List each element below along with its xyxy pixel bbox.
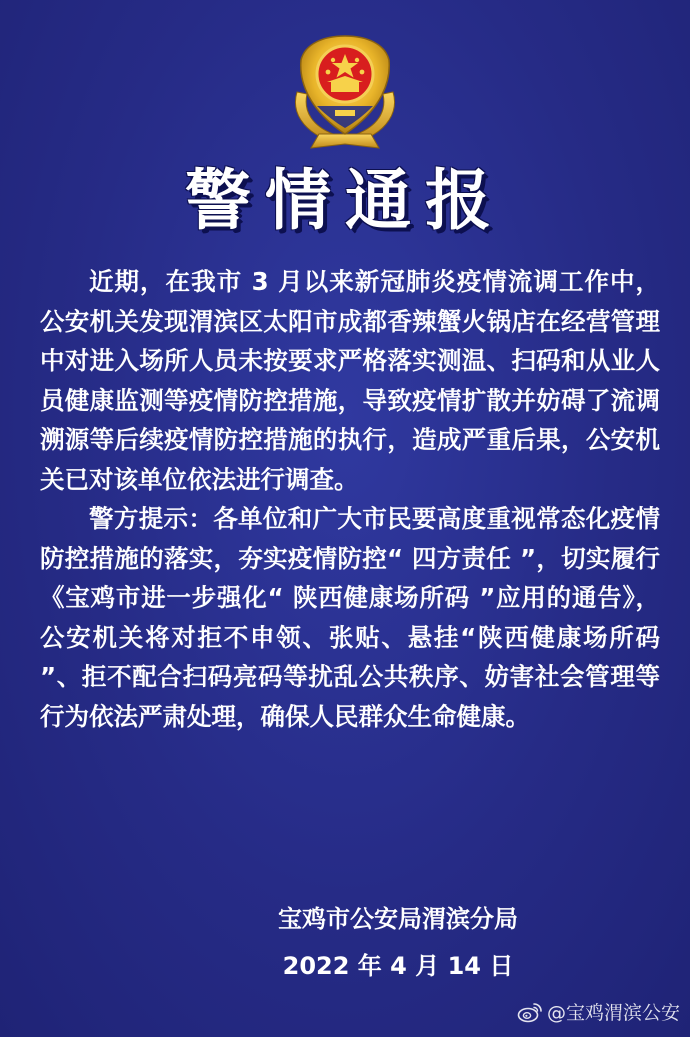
weibo-icon (517, 1001, 543, 1023)
weibo-watermark (517, 998, 680, 1025)
signature-organization: 宝鸡市公安局渭滨分局 (278, 905, 518, 933)
notice-paragraph-2: 警方提示：各单位和广大市民要高度重视常态化疫情防控措施的落实，夯实疫情防控“ 四方责任 ”，切实履行《宝鸡市进一步强化“ 陕西健康场所码 ”应用的通告》，公安机关将对拒不申领、张贴、悬挂“陕西健康场所码 ”、拒不配合扫码亮码等扰乱公共秩序、妨害社会管理等行为依法严肃处理，确保人民群众生命健康。 (40, 504, 660, 731)
notice-paragraph-1: 近期，在我市 3 月以来新冠肺炎疫情流调工作中，公安机关发现渭滨区太阳市成都香辣蟹火锅店在经营管理中对进入场所人员未按要求严格落实测温、扫码和从业人员健康监测等疫情防控措施，导致疫情扩散并妨碍了流调溯源等后续疫情防控措施的执行，造成严重后果，公安机关已对该单位依法进行调查。 (40, 267, 660, 494)
notice-title: 警情通报 (185, 161, 505, 239)
police-emblem-icon (283, 30, 407, 154)
notice-body (40, 262, 660, 736)
signature-date: 2022 年 4 月 14 日 (282, 952, 514, 980)
weibo-handle: @宝鸡渭滨公安 (546, 1002, 680, 1024)
